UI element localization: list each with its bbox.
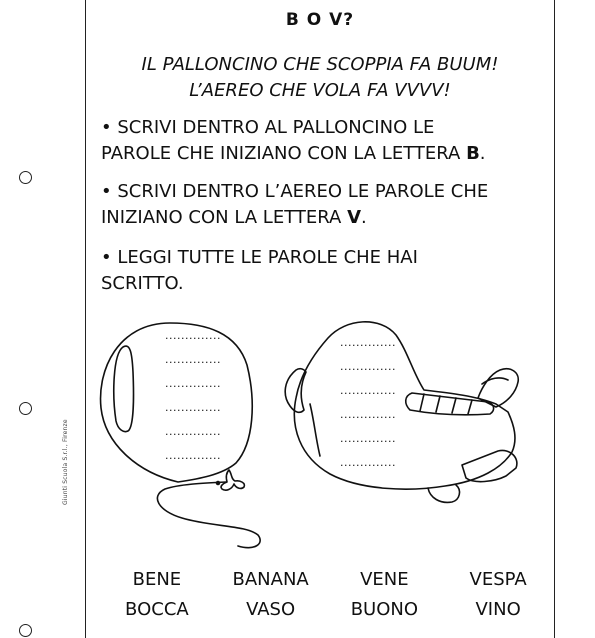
writing-line: .............. [165,449,221,462]
word: VINO [475,599,521,620]
instruction-line: PAROLE CHE INIZIANO CON LA LETTERA [101,143,467,164]
airplane-writing-lines [340,331,396,475]
writing-line: .............. [165,353,221,366]
writing-line: .............. [340,432,396,445]
period: . [361,207,367,228]
airplane-icon [285,322,518,503]
subtitle-line-1: IL PALLONCINO CHE SCOPPIA FA BUUM! [141,54,499,75]
bullet: • [101,247,112,268]
writing-line: .............. [340,408,396,421]
word: BANANA [232,569,309,590]
writing-line: .............. [340,384,396,397]
writing-line: .............. [340,360,396,373]
period: . [479,143,486,164]
word: VESPA [469,569,527,590]
word: BOCCA [125,599,189,620]
instruction-line: SCRIVI DENTRO L’AEREO LE PAROLE CHE [117,181,489,202]
writing-line: .............. [165,329,221,342]
writing-line: .............. [340,456,396,469]
bullet: • [101,117,112,138]
writing-line: .............. [165,377,221,390]
instruction-line: INIZIANO CON LA LETTERA [101,207,348,228]
word: VASO [246,599,296,620]
word: VENE [360,569,409,590]
bullet: • [101,181,112,202]
instruction-line: LEGGI TUTTE LE PAROLE CHE HAI [117,247,418,268]
balloon-writing-lines [165,324,221,468]
instruction-line: SCRITTO. [101,273,184,294]
letter-b: B [466,143,480,164]
word: BENE [132,569,182,590]
letter-v: V [347,207,361,228]
writing-line: .............. [165,401,221,414]
page-title: B O V? [285,10,355,30]
writing-line: .............. [340,336,396,349]
writing-line: .............. [165,425,221,438]
subtitle-line-2: L’AEREO CHE VOLA FA VVVV! [189,80,451,101]
word: BUONO [350,599,419,620]
publisher-credit: Giunti Scuola S.r.l., Firenze [62,419,69,505]
word-list [100,568,555,622]
instruction-line: SCRIVI DENTRO AL PALLONCINO LE [117,117,435,138]
